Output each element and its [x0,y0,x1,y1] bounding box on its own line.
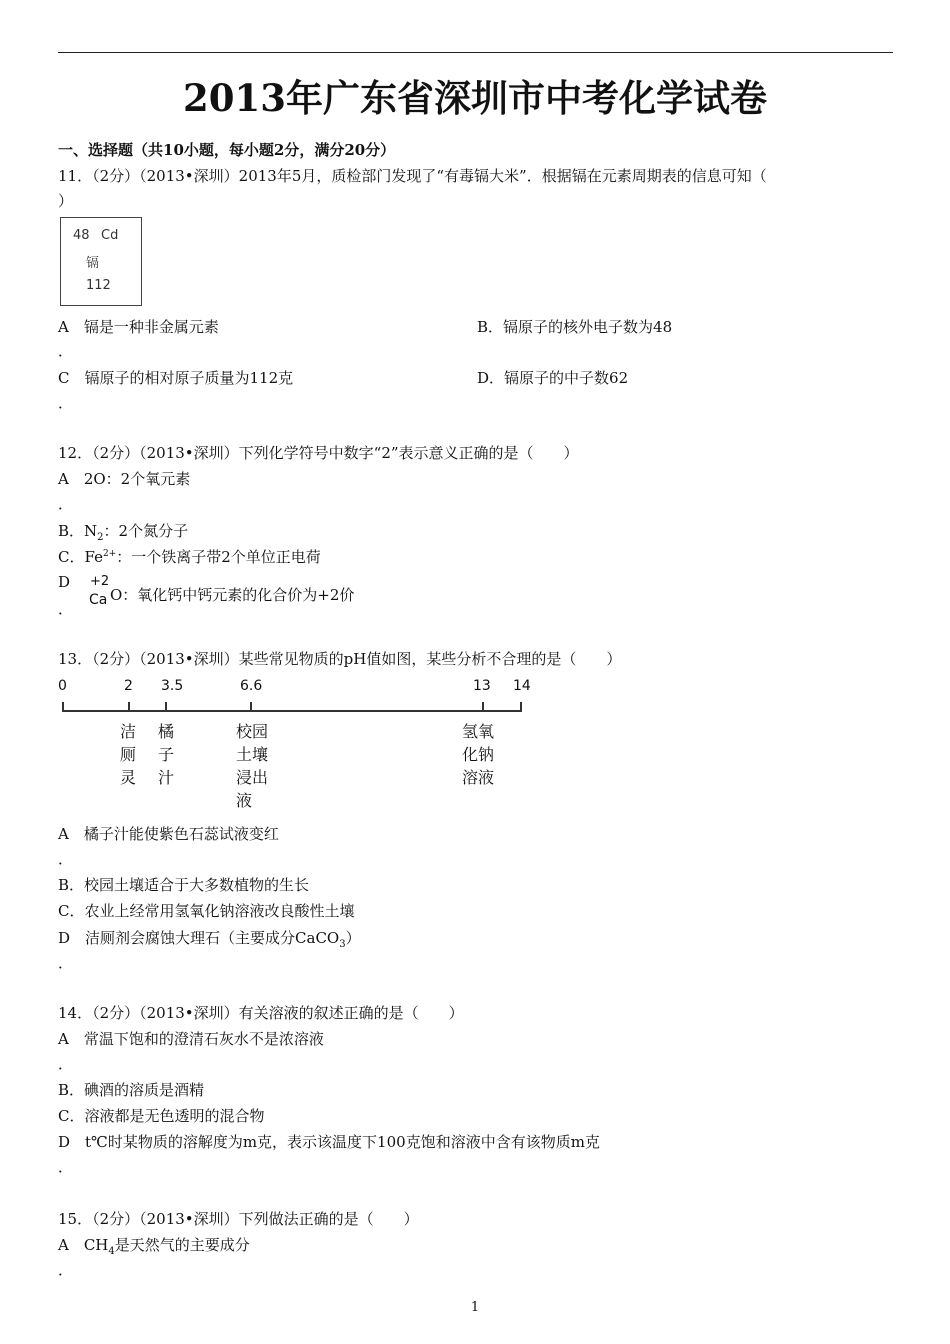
q12-c-pre: C．Fe [58,548,103,566]
q11-option-b: B．镉原子的核外电子数为48 [477,318,673,336]
ph-tick-13 [482,702,484,711]
ph-substance-toilet-cleaner: 洁 厕 灵 [120,722,137,787]
q11-a-dot: ． [58,342,74,360]
q12-d-text: O：氧化钙中钙元素的化合价为+2价 [110,586,355,604]
ph-label-3-5: 3.5 [161,678,184,694]
element-name: 镉 [86,256,100,271]
q15-option-a [58,1234,250,1257]
q15-a-sub: 4 [108,1246,115,1257]
q12-d-dot: ． [58,600,74,618]
q12-option-a: A 2O：2个氧元素 [58,470,191,488]
top-rule [58,52,893,53]
q13-d-post: ） [345,929,361,947]
q13-d-pre: D 洁厕剂会腐蚀大理石（主要成分CaCO [58,929,340,947]
q13-a-dot: ． [58,850,74,868]
q13-d-dot: ． [58,954,74,972]
q14-option-b: B．碘酒的溶质是酒精 [58,1081,205,1099]
q12-stem: 12．（2分）（2013•深圳）下列化学符号中数字“2”表示意义正确的是（ ） [58,444,579,462]
page-title: 2013年广东省深圳市中考化学试卷 [183,76,767,120]
ph-substance-soil-extract: 校园 土壤 浸出 液 [236,722,269,810]
q13-option-c: C．农业上经常用氢氧化钠溶液改良酸性土壤 [58,902,355,920]
ph-substance-orange-juice: 橘 子 汁 [158,722,175,787]
section-heading: 一、选择题（共10小题，每小题2分，满分20分） [58,141,396,159]
q15-a-dot: ． [58,1261,74,1279]
q15-a-pre: A CH [58,1236,109,1254]
q12-b-pre: B．N [58,522,98,540]
q14-option-d: D t℃时某物质的溶解度为m克，表示该温度下100克饱和溶液中含有该物质m克 [58,1133,600,1151]
ph-label-6-6: 6.6 [240,678,263,694]
q11-option-c: C 镉原子的相对原子质量为112克 [58,369,294,387]
q11-stem-close: ） [58,192,74,210]
ph-tick-2 [128,702,130,711]
ph-tick-6-6 [250,702,252,711]
q14-a-dot: ． [58,1055,74,1073]
q13-d-sub: 3 [339,939,346,950]
q13-option-a: A 橘子汁能使紫色石蕊试液变红 [58,825,279,843]
element-number: 48 [73,228,90,243]
element-mass: 112 [86,278,111,293]
q12-b-sub: 2 [97,532,104,543]
ph-tick-14 [520,702,522,711]
element-symbol: Cd [101,228,119,243]
q12-b-post: ：2个氮分子 [103,522,189,540]
page-number: 1 [470,1300,480,1315]
q11-stem: 11．（2分）（2013•深圳）2013年5月，质检部门发现了“有毒镉大米”．根据镉在元素周期表的信息可知（ [58,167,767,185]
q14-stem: 14．（2分）（2013•深圳）有关溶液的叙述正确的是（ ） [58,1004,464,1022]
q15-stem: 15．（2分）（2013•深圳）下列做法正确的是（ ） [58,1210,419,1228]
q12-option-c [58,546,321,567]
q12-d-calcium: Ca [89,592,108,608]
ph-label-14: 14 [513,678,531,694]
q11-option-a: A 镉是一种非金属元素 [58,318,219,336]
q13-stem: 13．（2分）（2013•深圳）某些常见物质的pH值如图，某些分析不合理的是（ ） [58,650,622,668]
q12-c-post: ：一个铁离子带2个单位正电荷 [116,548,321,566]
ph-tick-3-5 [165,702,167,711]
q13-option-d [58,927,361,950]
q12-a-dot: ． [58,495,74,513]
q14-option-a: A 常温下饱和的澄清石灰水不是浓溶液 [58,1030,324,1048]
ph-label-0: 0 [58,678,67,694]
q13-option-b: B．校园土壤适合于大多数植物的生长 [58,876,310,894]
q12-d-charge: +2 [90,574,110,589]
q11-option-d: D．镉原子的中子数62 [477,369,629,387]
ph-label-13: 13 [473,678,491,694]
ph-substance-naoh-solution: 氢氧 化钠 溶液 [462,722,495,787]
q14-d-dot: ． [58,1158,74,1176]
q12-c-sup: 2+ [102,549,117,559]
ph-axis-line [62,710,522,712]
ph-tick-0 [62,702,64,711]
ph-label-2: 2 [124,678,133,694]
q11-c-dot: ． [58,394,74,412]
q14-option-c: C．溶液都是无色透明的混合物 [58,1107,265,1125]
q15-a-post: 是天然气的主要成分 [114,1236,250,1254]
q12-option-d-label: D [58,573,71,591]
element-tile-cadmium [60,217,142,306]
q12-option-b [58,520,188,543]
